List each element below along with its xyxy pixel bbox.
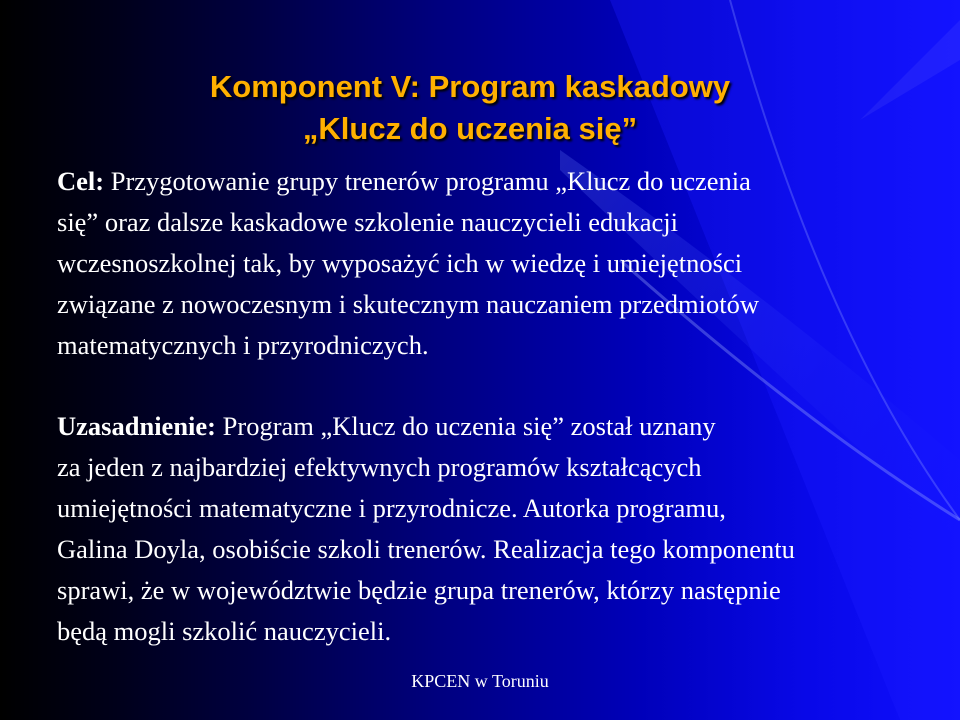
goal-paragraph bbox=[57, 161, 759, 366]
justification-line: sprawi, że w województwie będzie grupa trenerów, którzy następnie bbox=[57, 575, 781, 605]
justification-line: będą mogli szkolić nauczycieli. bbox=[57, 616, 392, 646]
title-line-2: „Klucz do uczenia się” bbox=[302, 111, 638, 146]
goal-line: związane z nowoczesnym i skutecznym nauczaniem przedmiotów bbox=[57, 289, 759, 319]
justification-paragraph bbox=[57, 406, 795, 652]
justification-line bbox=[57, 406, 795, 447]
justification-line: Galina Doyla, osobiście szkoli trenerów. Realizacja tego komponentu bbox=[57, 534, 795, 564]
goal-line bbox=[57, 161, 759, 202]
title-line-1: Komponent V: Program kaskadowy bbox=[209, 69, 731, 104]
justification-text: Program „Klucz do uczenia się” został uznany bbox=[216, 411, 716, 441]
goal-line: się” oraz dalsze kaskadowe szkolenie nauczycieli edukacji bbox=[57, 207, 678, 237]
footer-text: KPCEN w Toruniu bbox=[411, 671, 549, 691]
slide-title bbox=[0, 66, 940, 150]
goal-text: Przygotowanie grupy trenerów programu „Klucz do uczenia bbox=[104, 166, 751, 196]
goal-label: Cel: bbox=[57, 166, 105, 196]
justification-label: Uzasadnienie: bbox=[57, 411, 216, 441]
goal-line: matematycznych i przyrodniczych. bbox=[57, 330, 429, 360]
justification-line: za jeden z najbardziej efektywnych programów kształcących bbox=[57, 452, 702, 482]
justification-line: umiejętności matematyczne i przyrodnicze. Autorka programu, bbox=[57, 493, 726, 523]
goal-line: wczesnoszkolnej tak, by wyposażyć ich w wiedzę i umiejętności bbox=[57, 248, 743, 278]
